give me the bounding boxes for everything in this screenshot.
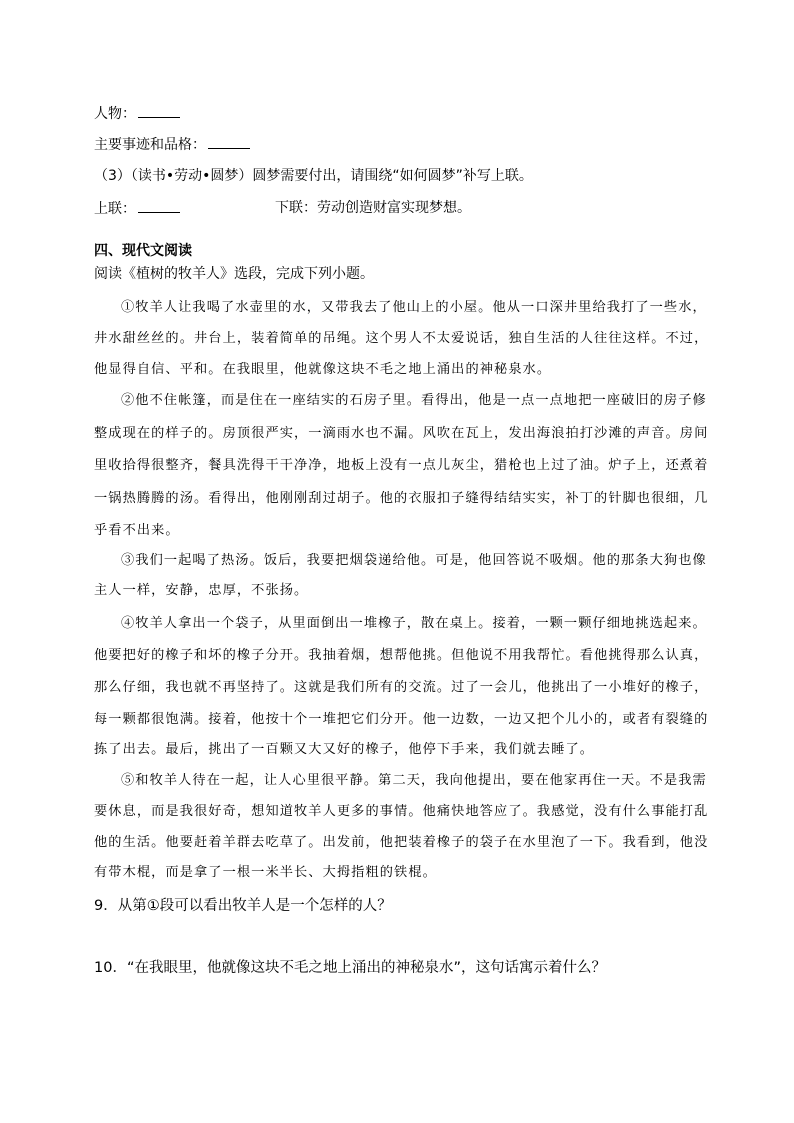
passage-line: 乎看不出来。	[94, 523, 180, 538]
passage-line: ①牧羊人让我喝了水壶里的水，又带我去了他山上的小屋。他从一口深井里给我打了一些水，	[121, 300, 707, 315]
question-3: （3）（读书•劳动•圆梦）圆梦需要付出，请围绕“如何圆梦”补写上联。	[94, 168, 533, 184]
upper-couplet-line	[94, 198, 180, 219]
passage-line: ⑤和牧羊人待在一起，让人心里很平静。第二天，我向他提出，要在他家再住一天。不是我需	[121, 773, 707, 788]
passage-line: ②他不住帐篷，而是住在一座结实的石房子里。看得出，他是一点一点地把一座破旧的房子修	[121, 393, 707, 408]
passage-line: 里收拾得很整齐，餐具洗得干干净净，地板上没有一点儿灰尘，猎枪也上过了油。炉子上，还煮着	[94, 458, 709, 473]
passage-line: 那么仔细，我也就不再坚持了。这就是我们所有的交流。过了一会儿，他挑出了一小堆好的橡子，	[94, 680, 709, 695]
passage-line: 他的生活。他要赶着羊群去吃草了。出发前，他把装着橡子的袋子在水里泡了一下。我看到，他没	[94, 835, 709, 850]
person-line	[94, 103, 180, 124]
passage-line: 主人一样，安静，忠厚，不张扬。	[94, 583, 309, 598]
lower-couplet: 下联：劳动创造财富实现梦想。	[275, 200, 471, 216]
upper-couplet-label: 上联：	[94, 201, 136, 217]
passage-line: 拣了出去。最后，挑出了一百颗又大又好的橡子，他停下手来，我们就去睡了。	[94, 742, 595, 757]
question-10: 10．“在我眼里，他就像这块不毛之地上涌出的神秘泉水”，这句话寓示着什么？	[94, 960, 606, 976]
person-label: 人物：	[94, 106, 136, 122]
deeds-line	[94, 134, 250, 155]
passage-line: 整成现在的样子的。房顶很严实，一滴雨水也不漏。风吹在瓦上，发出海浪拍打沙滩的声音。房间	[94, 426, 709, 441]
passage-line: 有带木棍，而是拿了一根一米半长、大拇指粗的铁棍。	[94, 865, 437, 880]
deeds-blank[interactable]	[208, 134, 250, 149]
reading-instruction: 阅读《植树的牧羊人》选段，完成下列小题。	[94, 266, 374, 282]
section-title: 四、现代文阅读	[94, 243, 192, 259]
passage-line: ③我们一起喝了热汤。饭后，我要把烟袋递给他。可是，他回答说不吸烟。他的那条大狗也像	[121, 553, 707, 568]
passage-line: 他显得自信、平和。在我眼里，他就像这块不毛之地上涌出的神秘泉水。	[94, 362, 552, 377]
passage-line: 每一颗都很饱满。接着，他按十个一堆把它们分开。他一边数，一边又把个儿小的，或者有裂缝的	[94, 712, 709, 727]
passage-line: 他要把好的橡子和坏的橡子分开。我抽着烟，想帮他挑。但他说不用我帮忙。看他挑得那么认真，	[94, 648, 709, 663]
passage-line: 一锅热腾腾的汤。看得出，他刚刚刮过胡子。他的衣服扣子缝得结结实实，补丁的针脚也很细，几	[94, 491, 709, 506]
passage-line: 要休息，而是我很好奇，想知道牧羊人更多的事情。他痛快地答应了。我感觉，没有什么事能打乱	[94, 804, 709, 819]
deeds-label: 主要事迹和品格：	[94, 137, 206, 153]
upper-couplet-blank[interactable]	[138, 198, 180, 213]
passage-line: ④牧羊人拿出一个袋子，从里面倒出一堆橡子，散在桌上。接着，一颗一颗仔细地挑选起来。	[121, 616, 707, 631]
passage-line: 井水甜丝丝的。井台上，装着简单的吊绳。这个男人不太爱说话，独自生活的人往往这样。不过，	[94, 331, 709, 346]
person-blank[interactable]	[138, 103, 180, 118]
question-9: 9．从第①段可以看出牧羊人是一个怎样的人？	[94, 898, 392, 914]
